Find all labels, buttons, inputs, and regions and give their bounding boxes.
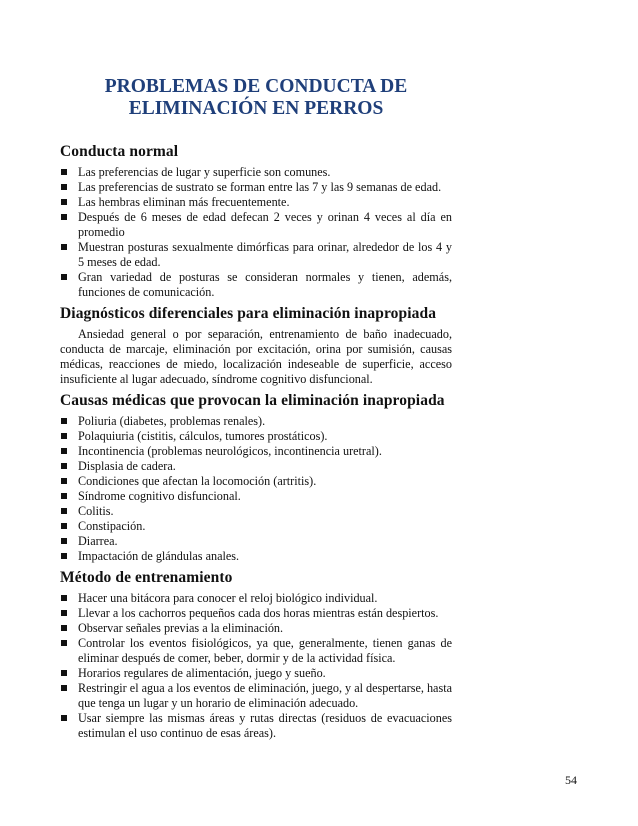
list-item: Las preferencias de sustrato se forman entre las 7 y las 9 semanas de edad.: [60, 180, 452, 195]
list-item: Muestran posturas sexualmente dimórficas para orinar, alrededor de los 4 y 5 meses de edad.: [60, 240, 452, 270]
section-causas-medicas: [60, 391, 452, 564]
list-item: Las hembras eliminan más frecuentemente.: [60, 195, 452, 210]
list-item: Síndrome cognitivo disfuncional.: [60, 489, 452, 504]
list-item: Incontinencia (problemas neurológicos, incontinencia uretral).: [60, 444, 452, 459]
list-item: Restringir el agua a los eventos de eliminación, juego, y al despertarse, hasta que tenga un lugar y un horario de eliminación adecuado.: [60, 681, 452, 711]
list-item: Impactación de glándulas anales.: [60, 549, 452, 564]
document-body: [60, 142, 452, 745]
bullet-list: [60, 414, 452, 564]
section-heading: Método de entrenamiento: [60, 569, 233, 586]
section-metodo-entrenamiento: [60, 568, 452, 741]
list-item: Diarrea.: [60, 534, 452, 549]
list-item: Condiciones que afectan la locomoción (artritis).: [60, 474, 452, 489]
list-item: Displasia de cadera.: [60, 459, 452, 474]
list-item: Las preferencias de lugar y superficie son comunes.: [60, 165, 452, 180]
section-heading: Conducta normal: [60, 143, 179, 160]
section-heading: Causas médicas que provocan la eliminación inapropiada: [60, 392, 445, 409]
section-diagnosticos-diferenciales: [60, 304, 452, 387]
section-paragraph: Ansiedad general o por separación, entrenamiento de baño inadecuado, conducta de marcaje, eliminación por excitación, orina por sumisión, causas médicas, reacciones de miedo, localización indeseable de superficie, acceso insuficiente al lugar adecuado, síndrome cognitivo disfuncional.: [60, 327, 452, 386]
bullet-list: [60, 591, 452, 741]
title-line-1: PROBLEMAS DE CONDUCTA DE: [104, 76, 408, 97]
list-item: Observar señales previas a la eliminación.: [60, 621, 452, 636]
list-item: Colitis.: [60, 504, 452, 519]
page-number: 54: [565, 773, 577, 787]
list-item: Polaquiuria (cistitis, cálculos, tumores prostáticos).: [60, 429, 452, 444]
title-line-2: ELIMINACIÓN EN PERROS: [128, 98, 384, 119]
list-item: Hacer una bitácora para conocer el reloj biológico individual.: [60, 591, 452, 606]
list-item: Poliuria (diabetes, problemas renales).: [60, 414, 452, 429]
list-item: Controlar los eventos fisiológicos, ya que, generalmente, tienen ganas de eliminar después de comer, beber, dormir y de la actividad física.: [60, 636, 452, 666]
list-item: Horarios regulares de alimentación, juego y sueño.: [60, 666, 452, 681]
list-item: Después de 6 meses de edad defecan 2 veces y orinan 4 veces al día en promedio: [60, 210, 452, 240]
section-conducta-normal: [60, 142, 452, 300]
list-item: Constipación.: [60, 519, 452, 534]
list-item: Gran variedad de posturas se consideran normales y tienen, además, funciones de comunicación.: [60, 270, 452, 300]
list-item: Llevar a los cachorros pequeños cada dos horas mientras están despiertos.: [60, 606, 452, 621]
list-item: Usar siempre las mismas áreas y rutas directas (residuos de evacuaciones estimulan el uso continuo de esas áreas).: [60, 711, 452, 741]
page-title: [60, 76, 452, 120]
section-heading: Diagnósticos diferenciales para eliminación inapropiada: [60, 305, 437, 322]
bullet-list: [60, 165, 452, 300]
